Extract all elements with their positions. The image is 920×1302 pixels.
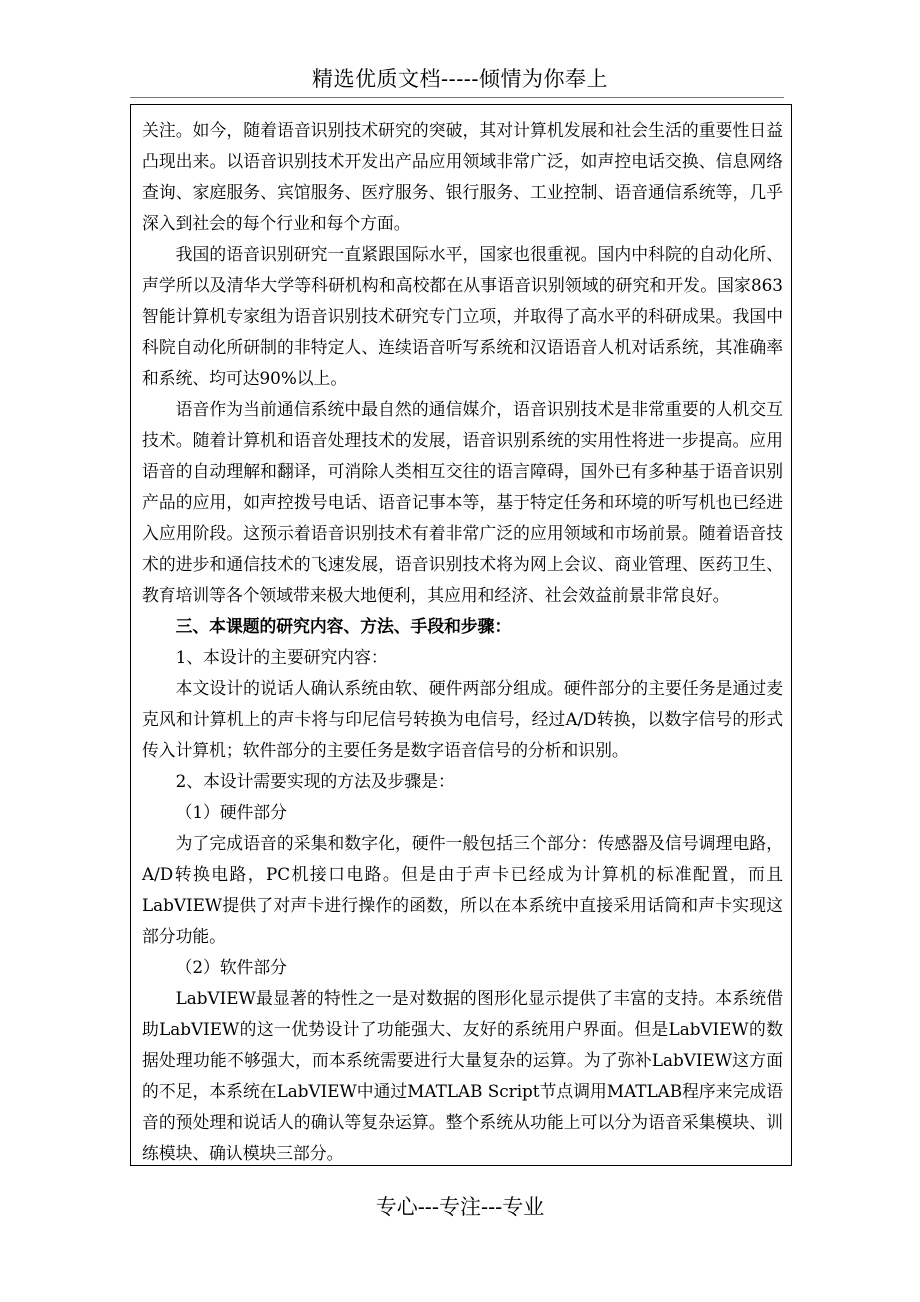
paragraph-software: LabVIEW最显著的特性之一是对数据的图形化显示提供了丰富的支持。本系统借助LabVIEW的这一优势设计了功能强大、友好的系统用户界面。但是LabVIEW的数据处理功能不够强大，而本系统需要进行大量复杂的运算。为了弥补LabVIEW这方面的不足，本系统在LabVIEW中通过MATLAB Script节点调用MATLAB程序来完成语音的预处理和说话人的确认等复杂运算。整个系统从功能上可以分为语音采集模块、训练模块、确认模块三部分。 (142, 988, 783, 1163)
section-heading: 三、本课题的研究内容、方法、手段和步骤： (175, 616, 512, 636)
page-footer: 专心---专注---专业 (375, 1195, 545, 1219)
paragraph-speech-medium: 语音作为当前通信系统中最自然的通信媒介，语音识别技术是非常重要的人机交互技术。随着计算机和语音处理技术的发展，语音识别系统的实用性将进一步提高。应用语音的自动理解和翻译，可消除人类相互交往的语言障碍，国外已有多种基于语音识别产品的应用，如声控拨号电话、语音记事本等，基于特定任务和环境的听写机也已经进入应用阶段。这预示着语音识别技术有着非常广泛的应用领域和市场前景。随着语音技术的进步和通信技术的飞速发展，语音识别技术将为网上会议、商业管理、医药卫生、教育培训等各个领域带来极大地便利，其应用和经济、社会效益前景非常良好。 (142, 399, 783, 605)
header-rule (130, 97, 784, 98)
page-header: 精选优质文档-----倾情为你奉上 (312, 67, 608, 91)
subheading-research-content: 1、本设计的主要研究内容： (175, 647, 388, 667)
paragraph-hardware: 为了完成语音的采集和数字化，硬件一般包括三个部分：传感器及信号调理电路，A/D转换电路，PC机接口电路。但是由于声卡已经成为计算机的标准配置，而且LabVIEW提供了对声卡进行操作的函数，所以在本系统中直接采用话筒和声卡实现这部分功能。 (142, 833, 783, 946)
paragraph-domestic-research: 我国的语音识别研究一直紧跟国际水平，国家也很重视。国内中科院的自动化所、声学所以及清华大学等科研机构和高校都在从事语音识别领域的研究和开发。国家863智能计算机专家组为语音识别技术研究专门立项，并取得了高水平的科研成果。我国中科院自动化所研制的非特定人、连续语音听写系统和汉语语音人机对话系统，其准确率和系统、均可达90%以上。 (142, 244, 783, 388)
paragraph-continuation: 关注。如今，随着语音识别技术研究的突破，其对计算机发展和社会生活的重要性日益凸现出来。以语音识别技术开发出产品应用领域非常广泛，如声控电话交换、信息网络查询、家庭服务、宾馆服务、医疗服务、银行服务、工业控制、语音通信系统等，几乎深入到社会的每个行业和每个方面。 (142, 120, 783, 233)
content-box (130, 104, 792, 1166)
subheading-methods-steps: 2、本设计需要实现的方法及步骤是： (175, 771, 455, 791)
subheading-hardware: （1）硬件部分 (175, 802, 287, 822)
subheading-software: （2）软件部分 (175, 957, 287, 977)
paragraph-system-design: 本文设计的说话人确认系统由软、硬件两部分组成。硬件部分的主要任务是通过麦克风和计算机上的声卡将与印尼信号转换为电信号，经过A/D转换，以数字信号的形式传入计算机；软件部分的主要任务是数字语音信号的分析和识别。 (142, 678, 783, 760)
